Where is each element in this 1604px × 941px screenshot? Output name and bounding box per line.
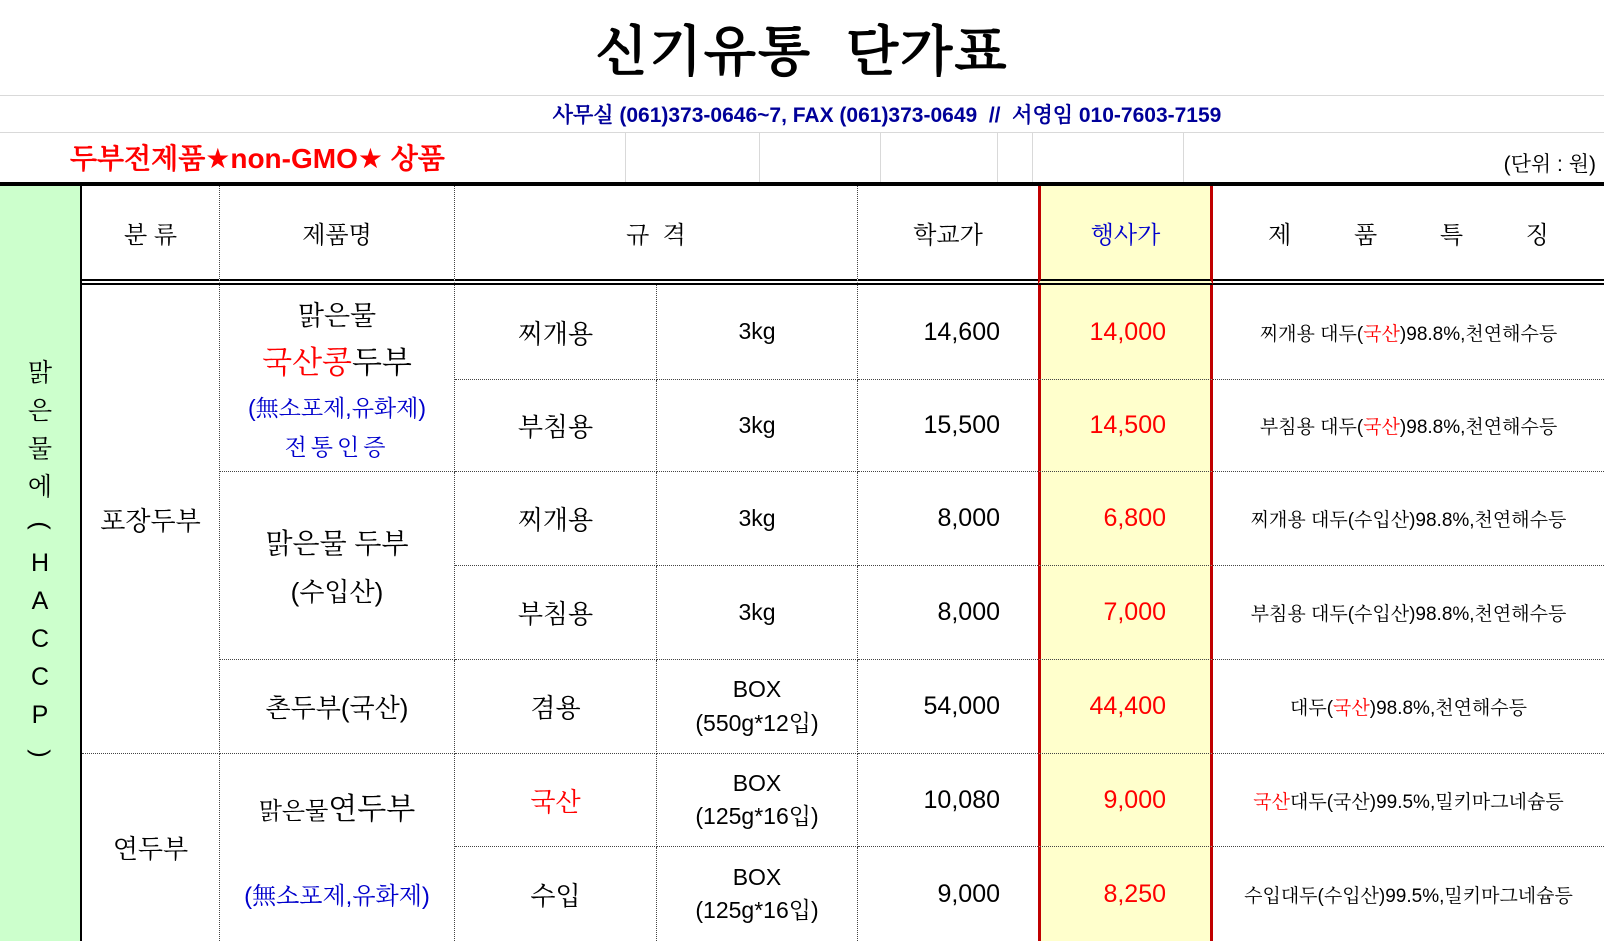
spec-use-cell: 수입 — [455, 847, 657, 941]
grid-line — [1183, 133, 1184, 182]
side-label-char: ( — [26, 521, 55, 530]
page-title: 신기유통 단가표 — [0, 0, 1604, 96]
side-label-char: 에 — [27, 473, 53, 501]
feature-cell: 부침용 대두( 국산 )98.8%,천연해수등 — [1213, 380, 1604, 472]
grid-line — [625, 133, 626, 182]
spec-size-cell: BOX (550g*12입) — [657, 660, 858, 754]
product-line: 맑은물 연두부 — [258, 793, 416, 826]
category-banner: 두부전제품★non-GMO★ 상품 — [70, 143, 445, 174]
side-label-char: A — [31, 587, 49, 615]
feature-cell: 부침용 대두(수입산)98.8%,천연해수등 — [1213, 566, 1604, 660]
event-price-cell: 14,000 — [1038, 285, 1213, 380]
category-cell-packaged: 포장두부 — [82, 285, 220, 754]
event-price-cell: 14,500 — [1038, 380, 1213, 472]
header-product-name: 제품명 — [220, 186, 455, 285]
product-line: 국산콩두부 — [262, 345, 412, 380]
spec-size-cell: 3kg — [657, 380, 858, 472]
spec-size-cell: 3kg — [657, 285, 858, 380]
spec-size-cell: 3kg — [657, 472, 858, 566]
school-price-cell: 8,000 — [858, 472, 1038, 566]
event-price-cell: 8,250 — [1038, 847, 1213, 941]
grid-line — [759, 133, 760, 182]
product-line: 맑은물 — [297, 301, 377, 331]
side-label-char: C — [30, 663, 50, 691]
haccp-side-label — [0, 186, 82, 941]
school-price-cell: 10,080 — [858, 754, 1038, 847]
header-features: 제 품 특 징 — [1213, 186, 1604, 285]
spec-size-cell: BOX (125g*16입) — [657, 754, 858, 847]
product-name-cell — [220, 754, 455, 941]
side-label-char: H — [30, 549, 50, 577]
grid-line — [997, 133, 998, 182]
school-price-cell: 15,500 — [858, 380, 1038, 472]
event-price-cell: 7,000 — [1038, 566, 1213, 660]
spec-use-cell: 부침용 — [455, 380, 657, 472]
product-line: (수입산) — [290, 577, 384, 607]
header-spec: 규 격 — [455, 186, 858, 285]
banner-row — [0, 133, 1604, 182]
side-label-char: 은 — [27, 397, 53, 425]
spec-size-cell: 3kg — [657, 566, 858, 660]
header-event-price: 행사가 — [1038, 186, 1213, 285]
school-price-cell: 14,600 — [858, 285, 1038, 380]
product-line: 전통인증 — [284, 434, 390, 460]
product-line: 맑은물 두부 — [265, 528, 409, 559]
price-table — [0, 182, 1604, 941]
feature-cell: 국산 대두(국산)99.5%,밀키마그네슘등 — [1213, 754, 1604, 847]
feature-cell: 찌개용 대두( 국산 )98.8%,천연해수등 — [1213, 285, 1604, 380]
spec-use-cell: 찌개용 — [455, 285, 657, 380]
contact-line: 사무실 (061)373-0646~7, FAX (061)373-0649 // 서영임 010-7603-7159 — [0, 96, 1604, 133]
spec-use-cell: 겸용 — [455, 660, 657, 754]
event-price-cell: 6,800 — [1038, 472, 1213, 566]
event-price-cell: 9,000 — [1038, 754, 1213, 847]
school-price-cell: 54,000 — [858, 660, 1038, 754]
school-price-cell: 9,000 — [937, 879, 1000, 908]
side-label-char: C — [30, 625, 50, 653]
side-label-char: 맑 — [27, 359, 53, 387]
product-name-cell — [220, 472, 455, 660]
unit-note: (단위 : 원) — [1503, 153, 1596, 176]
grid-line — [880, 133, 881, 182]
spec-use-cell: 부침용 — [455, 566, 657, 660]
side-label-char: P — [31, 701, 49, 729]
product-line: (無소포제,유화제) — [244, 883, 430, 910]
grid-line — [1032, 133, 1033, 182]
product-name-cell — [220, 285, 455, 472]
event-price-cell: 44,400 — [1038, 660, 1213, 754]
school-price-cell: 8,000 — [858, 566, 1038, 660]
feature-cell: 찌개용 대두(수입산)98.8%,천연해수등 — [1213, 472, 1604, 566]
feature-cell: 수입대두(수입산)99.5%,밀키마그네슘등 — [1244, 885, 1573, 907]
spec-use-cell: 찌개용 — [455, 472, 657, 566]
feature-cell: 대두( 국산 )98.8%,천연해수등 — [1213, 660, 1604, 754]
product-name-cell: 촌두부(국산) — [220, 660, 455, 754]
header-school-price: 학교가 — [858, 186, 1038, 285]
header-category: 분 류 — [82, 186, 220, 285]
spec-size-cell: BOX (125g*16입) — [657, 847, 858, 941]
spec-use-cell: 국산 — [455, 754, 657, 847]
side-label-char: 물 — [27, 435, 53, 463]
product-line: (無소포제,유화제) — [247, 395, 427, 421]
side-label-char: ) — [26, 749, 55, 758]
category-cell-soft: 연두부 — [82, 754, 220, 941]
